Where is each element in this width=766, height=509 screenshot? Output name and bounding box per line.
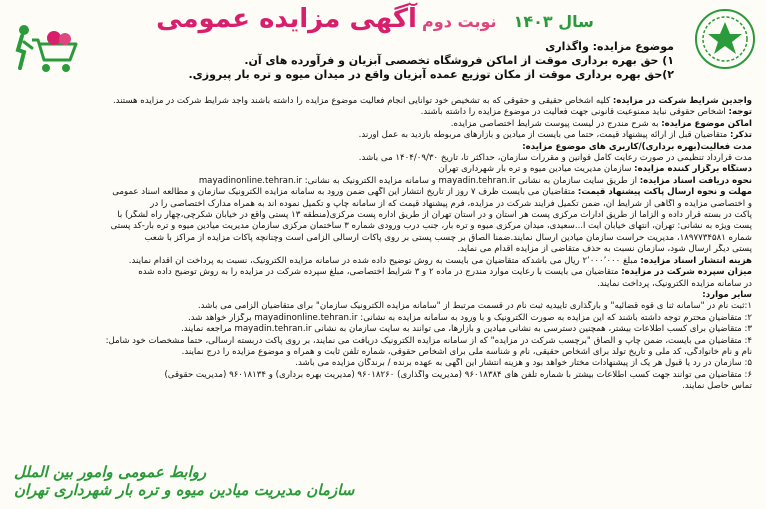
body-line-text: متقاضیان می بایست ظرف ۷ روز از تاریخ انتشار این آگهی ضمن ورود به سامانه مزایده الکترونیک سازمان و مطالعه اسناد عمومی [112, 187, 578, 198]
body-line-text: ۴: متقاضیان می بایست، ضمن چاپ و الصاق "برچسب شرکت در مزایده" که از سامانه مزایده الکترونیک دریافت می نمایند، بر روی پاکت دربسته ارسالی، حتما مشخصات خود شامل: [105, 335, 752, 346]
body-line [14, 142, 752, 153]
body-line [14, 107, 752, 118]
body-line-text: از طریق سایت سازمان به نشانی mayadin.tehran.ir و سامانه مزایده الکترونیک به نشانی: mayadinonline.tehran.ir [198, 175, 640, 186]
body-line [14, 381, 752, 392]
body-line [14, 347, 752, 358]
shopping-cart-icon [10, 18, 80, 78]
body-line [14, 324, 752, 335]
body-line-label: هزینه انتشار اسناد مزایده: [640, 255, 752, 266]
body-line [14, 244, 752, 255]
body-line [14, 176, 752, 187]
footer-department: روابط عمومی وامور بین الملل [14, 463, 207, 481]
body-line-text: متقاضیان قبل از ارائه پیشنهاد قیمت، حتما می بایست از میادین و بازارهای مربوطه بازدید به عمل آورند. [358, 130, 731, 141]
body-line-text: ۳: متقاضیان برای کسب اطلاعات بیشتر، همچنین دسترسی به نشانی میادین و بازارها، می توانند به سایت سازمان به نشانی mayadin.tehran.ir مراجعه نمایند. [181, 324, 752, 335]
body-line [14, 301, 752, 312]
body-line-label: میزان سپرده شرکت در مزایده: [621, 267, 752, 278]
body-line [14, 336, 752, 347]
body-line-text: نام و نام خانوادگی، کد ملی و تاریخ تولد برای اشخاص حقیقی، نام و شناسه ملی برای اشخاص حقوقی، شماره تلفن ثابت و همراه و موضوع مزایده را درج نمایند. [181, 346, 752, 357]
body-line-text: پاکت در بسته قرار داده و الزاما از طریق ادارات مرکزی پست هر استان و در استان تهران از طریق اداره پست مرکزی(منطقه ۱۳ پستی واقع در خیابان شکرچی،چهار راه لشگر) با [117, 210, 752, 221]
subject-item-2: ۲)حق بهره برداری موقت از مکان توزیع عمده آبزیان واقع در میدان میوه و تره بار پیروزی. [188, 68, 674, 81]
body-line [14, 199, 752, 210]
body-line-text: پستی دیگر ارسال شود، سازمان نسبت به حذف متقاضی از مزایده اقدام می نماید. [457, 244, 752, 255]
body-line [14, 96, 752, 107]
body-line-text: متقاضیان می بایست با رعایت موارد مندرج در ماده ۲ و ۳ شرایط اختصاصی، مبلغ سپرده شرکت در مزایده را به روش توضیح داده شده [138, 267, 622, 278]
subject-block [114, 40, 674, 82]
body-line-text: به شرح مندرج در لیست پیوست شرایط اختصاصی مزایده. [450, 118, 662, 129]
subject-label: موضوع مزایده: واگذاری [545, 40, 674, 53]
body-line-text: ۶: متقاضیان می توانند جهت کسب اطلاعات بیشتر با شماره تلفن های ۹۶۰۱۸۳۸۴ (مدیریت واگذاری) ۹۶۰۱۸۲۶۰ (مدیریت بهره برداری) و ۹۶۰۱۸۱۳۴ (مدیریت حقوقی) [164, 369, 752, 380]
body-line-label: واجدین شرایط شرکت در مزایده: [612, 96, 752, 106]
body-line [14, 233, 752, 244]
body-line [14, 221, 752, 232]
body-line [14, 153, 752, 164]
body-line-label: اماکن موضوع مزایده: [661, 118, 752, 129]
notice-title: آگهی مزایده عمومی [156, 4, 417, 34]
tehran-municipality-emblem [694, 8, 756, 70]
body-line [14, 256, 752, 267]
notice-body [14, 96, 752, 393]
body-line-text: ۱:ثبت نام در "سامانه ثنا ی قوه قضائیه" و بارگذاری تأییدیه ثبت نام در قسمت مرتبط از "سامانه مزایده الکترونیک سازمان" برای متقاضیان الزامی می باشد. [197, 301, 752, 312]
body-line-text: سازمان مدیریت میادین میوه و تره بار شهرداری تهران [438, 164, 635, 175]
body-line [14, 313, 752, 324]
body-line-text: اشخاص حقوقی نباید ممنوعیت قانونی جهت فعالیت در موضوع مزایده را داشته باشند. [420, 107, 729, 118]
body-line-label: دستگاه برگزار کننده مزایده: [634, 164, 752, 175]
body-line-text: در سامانه مزایده الکترونیک، پرداخت نمایند. [597, 278, 752, 289]
body-line [14, 210, 752, 221]
notice-footer [14, 463, 434, 499]
body-line-text: کلیه اشخاص حقیقی و حقوقی که به تشخیص خود توانایی انجام فعالیت موضوع مزایده را داشته باشند واجد شرایط شرکت در مزایده هستند. [112, 96, 613, 106]
notice-header [86, 4, 676, 34]
body-line-label: مهلت و نحوه ارسال پاکت پیشنهاد قیمت: [577, 187, 752, 198]
body-line-label: سایر موارد: [702, 289, 752, 300]
body-line-label: توجه: [728, 107, 752, 118]
subject-item-1: ۱) حق بهره برداری موقت از اماکن فروشگاه تخصصی آبزیان و فرآورده های آن. [244, 54, 674, 67]
body-line-text: پست ویژه به نشانی: تهران، انتهای خیابان آیت ا...سعیدی، میدان مرکزی میوه و تره بار، جنب درب ورودی شماره ۳ ساختمان مرکزی سازمان مدیریت میادین میوه و تره بار-کد پستی [110, 221, 752, 232]
body-line-label: تذکر: [730, 130, 752, 141]
body-line [14, 130, 752, 141]
body-line-label: نحوه دریافت اسناد مزایده: [639, 175, 752, 186]
body-line [14, 370, 752, 381]
notice-year: سال ۱۴۰۳ [513, 12, 594, 31]
body-line-text: مبلغ ۲٬۰۰۰٬۰۰۰ ریال می باشدکه متقاضیان می بایست به روش توضیح داده شده در سامانه مزایده الکترونیک، نسبت به پرداخت آن اقدام نمایند. [128, 255, 641, 266]
body-line-text: مدت قرارداد تنظیمی در صورت رعایت کامل قوانین و مقررات سازمان، حداکثر تا، تاریخ ۱۴۰۴/۰۹/۳۰ می باشد. [358, 153, 752, 164]
body-line [14, 187, 752, 198]
footer-organization: سازمان مدیریت میادین میوه و تره بار شهرداری تهران [14, 481, 355, 499]
body-line-text: ۲: متقاضیان محترم توجه داشته باشند که این مزایده به صورت الکترونیک و با ورود به سامانه مزایده به نشانی: mayadinonline.tehran.ir برگزار خواهد شد. [188, 312, 752, 323]
body-line-text: تماس حاصل نمایند. [682, 381, 752, 392]
body-line [14, 267, 752, 278]
body-line [14, 290, 752, 301]
body-line-label: مدت فعالیت(بهره برداری)/کاربری های موضوع مزایده: [522, 141, 752, 152]
body-line [14, 279, 752, 290]
body-line-text: ۵: سازمان در رد یا قبول هر یک از پیشنهادات مختار خواهد بود و هزینه انتشار این آگهی به عهده برنده / برندگان مزایده می باشد. [295, 358, 752, 369]
notice-round: نوبت دوم [422, 12, 497, 31]
body-line-text: و اختصاصی مزایده و آگاهی از شرایط آن، ضمن تکمیل فرآیند شرکت در مزایده، فرم پیشنهاد قیمت که از سامانه چاپ و تکمیل نموده اند به همراه مدارک اختصاصی را در [150, 198, 752, 209]
body-line [14, 358, 752, 369]
body-line [14, 119, 752, 130]
body-line-text: شماره ۱۸۹۷۷۳۴۵۸۱، مدیریت حراست سازمان میادین ارسال نمایند.ضمنا الصاق بر چسب پستی بر روی پاکات ارسالی الزامی است وچنانچه پاکات مزایده از مراکز با شعب [144, 232, 752, 243]
body-line [14, 164, 752, 175]
